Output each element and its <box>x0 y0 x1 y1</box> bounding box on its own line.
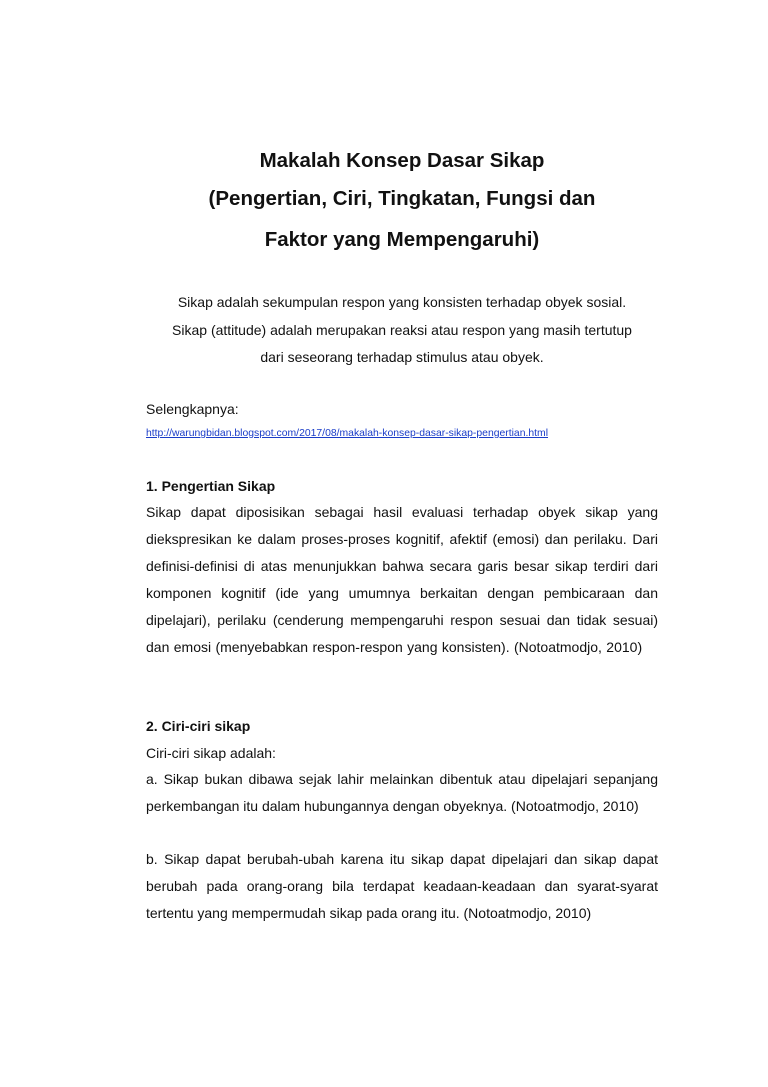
source-link[interactable]: http://warungbidan.blogspot.com/2017/08/makalah-konsep-dasar-sikap-pengertian.html <box>146 428 549 439</box>
section-2-intro: Ciri-ciri sikap adalah: <box>146 745 276 761</box>
section-2-item-b: b. Sikap dapat berubah-ubah karena itu sikap dapat dipelajari dan sikap dapat berubah pada orang-orang bila terdapat keadaan-keadaan dan syarat-syarat tertentu yang mempermudah sikap pada orang itu. (Notoatmodjo, 2010) <box>146 851 658 921</box>
section-2-heading: 2. Ciri-ciri sikap <box>146 718 251 734</box>
section-1-heading: 1. Pengertian Sikap <box>146 478 276 494</box>
intro-line-3: dari seseorang terhadap stimulus atau obyek. <box>260 349 544 365</box>
document-title-line-1: Makalah Konsep Dasar Sikap <box>259 149 545 172</box>
section-1-body: Sikap dapat diposisikan sebagai hasil evaluasi terhadap obyek sikap yang diekspresikan ke dalam proses-proses kognitif, afektif (emosi) dan perilaku. Dari definisi-definisi di atas menunjukkan bahwa secara garis besar sikap terdiri dari komponen kognitif (ide yang umumnya berkaitan dengan pembicaraan dan dipelajari), perilaku (cenderung mempengaruhi respon sesuai dan tidak sesuai) dan emosi (menyebabkan respon-respon yang konsisten). (Notoatmodjo, 2010) <box>146 504 658 655</box>
section-2-item-a: a. Sikap bukan dibawa sejak lahir melainkan dibentuk atau dipelajari sepanjang perkembangan itu dalam hubungannya dengan obyeknya. (Notoatmodjo, 2010) <box>146 771 658 814</box>
document-title-line-2: (Pengertian, Ciri, Tingkatan, Fungsi dan <box>208 187 596 210</box>
document-page <box>146 0 658 1087</box>
more-label: Selengkapnya: <box>146 401 239 417</box>
intro-line-1: Sikap adalah sekumpulan respon yang konsisten terhadap obyek sosial. <box>177 294 627 310</box>
intro-line-2: Sikap (attitude) adalah merupakan reaksi atau respon yang masih tertutup <box>172 322 632 338</box>
document-title-line-3: Faktor yang Mempengaruhi) <box>264 228 540 251</box>
